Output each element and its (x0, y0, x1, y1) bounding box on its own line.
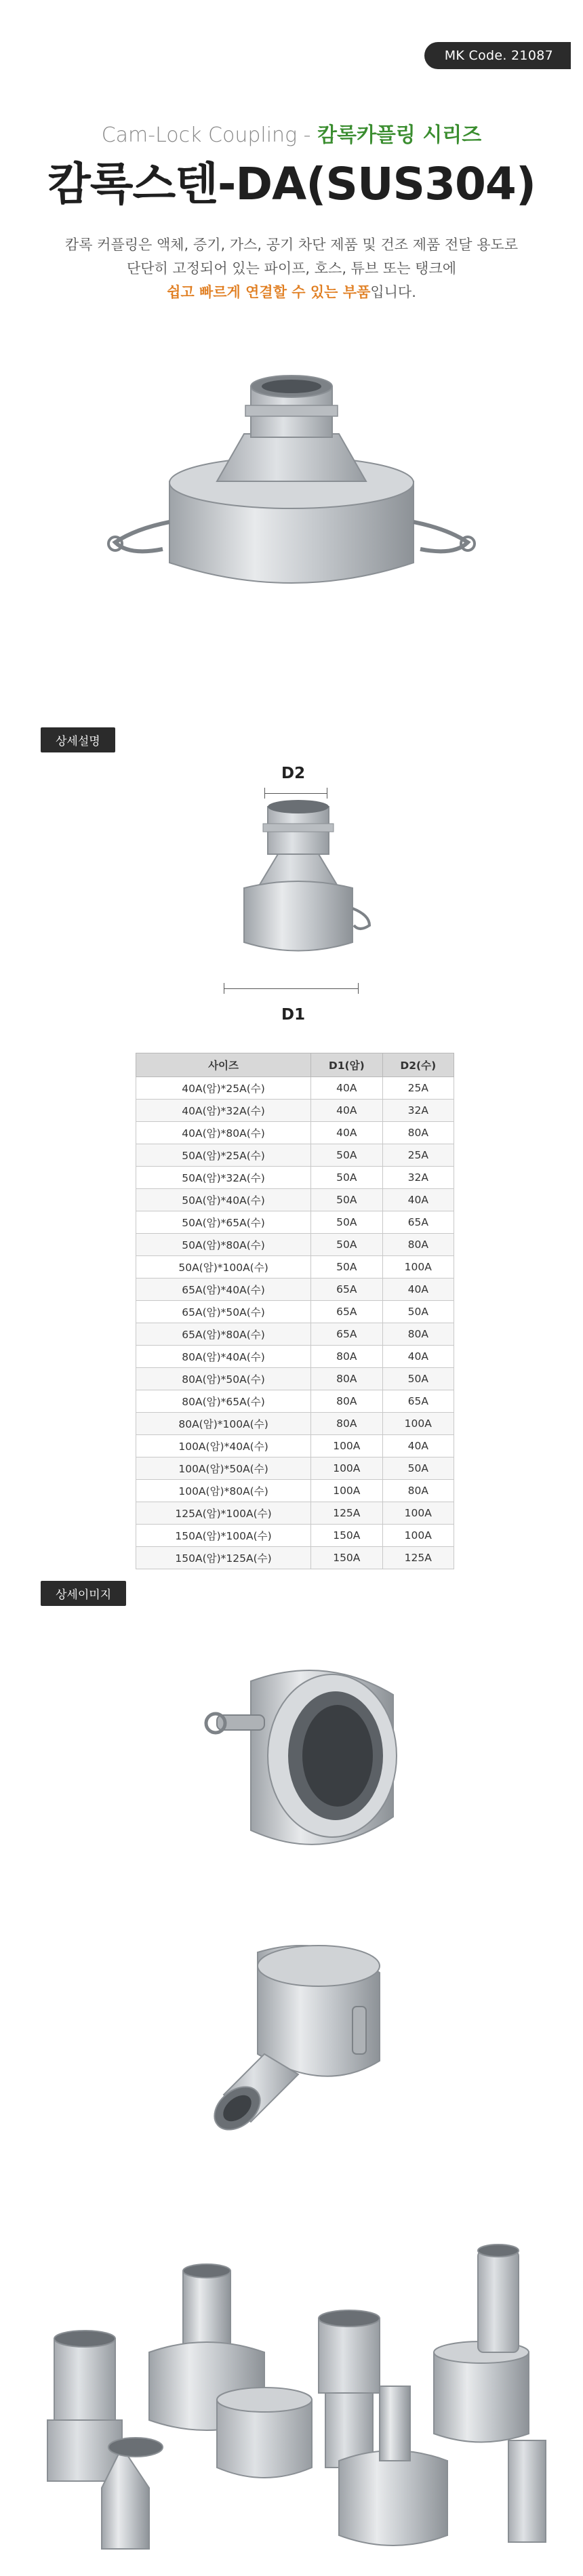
spec-header-d2: D2(수) (382, 1053, 454, 1077)
table-row (136, 1077, 454, 1100)
description-highlight: 쉽고 빠르게 연결할 수 있는 부품 (167, 284, 371, 300)
product-subtitle (0, 118, 583, 148)
table-row (136, 1323, 454, 1346)
spec-cell-d2: 50A (382, 1301, 454, 1323)
spec-cell-d1: 65A (311, 1301, 382, 1323)
table-row (136, 1100, 454, 1122)
spec-cell-d1: 80A (311, 1413, 382, 1435)
table-row (136, 1435, 454, 1457)
spec-cell-d2: 25A (382, 1077, 454, 1100)
spec-cell-d1: 50A (311, 1256, 382, 1279)
spec-cell-d1: 50A (311, 1167, 382, 1189)
spec-cell-size: 50A(암)*80A(수) (136, 1234, 311, 1256)
spec-cell-size: 50A(암)*32A(수) (136, 1167, 311, 1189)
spec-cell-size: 65A(암)*40A(수) (136, 1279, 311, 1301)
lineup-item-4 (217, 2388, 312, 2478)
product-description (41, 233, 542, 304)
table-row (136, 1189, 454, 1211)
spec-cell-size: 50A(암)*100A(수) (136, 1256, 311, 1279)
spec-table (136, 1053, 454, 1569)
spec-cell-d2: 125A (382, 1547, 454, 1569)
spec-cell-size: 65A(암)*50A(수) (136, 1301, 311, 1323)
detail-image-front (190, 1654, 414, 1871)
dimension-tick-d2-left (264, 788, 265, 799)
dimension-label-d2: D2 (281, 765, 306, 782)
table-row (136, 1256, 454, 1279)
table-row (136, 1234, 454, 1256)
subtitle-ko: 캄록카플링 시리즈 (317, 123, 482, 147)
spec-cell-size: 150A(암)*100A(수) (136, 1525, 311, 1547)
spec-cell-d1: 125A (311, 1502, 382, 1525)
spec-cell-size: 40A(암)*25A(수) (136, 1077, 311, 1100)
spec-cell-d1: 65A (311, 1279, 382, 1301)
lineup-item-7 (434, 2341, 529, 2442)
table-row (136, 1390, 454, 1413)
lineup-item-5 (319, 2310, 380, 2468)
spec-cell-d1: 150A (311, 1547, 382, 1569)
dimension-product-image (224, 800, 373, 969)
dimension-tick-d1-right (358, 983, 359, 994)
spec-cell-size: 80A(암)*100A(수) (136, 1413, 311, 1435)
spec-cell-size: 50A(암)*40A(수) (136, 1189, 311, 1211)
spec-cell-d2: 100A (382, 1256, 454, 1279)
table-row (136, 1413, 454, 1435)
spec-cell-d2: 40A (382, 1346, 454, 1368)
spec-cell-d2: 50A (382, 1368, 454, 1390)
description-line-2: 단단히 고정되어 있는 파이프, 호스, 튜브 또는 탱크에 (126, 260, 457, 277)
table-row (136, 1368, 454, 1390)
spec-cell-d2: 25A (382, 1144, 454, 1167)
spec-header-size: 사이즈 (136, 1053, 311, 1077)
spec-cell-d1: 65A (311, 1323, 382, 1346)
spec-cell-d2: 50A (382, 1457, 454, 1480)
spec-cell-d2: 40A (382, 1279, 454, 1301)
dimension-line-d1 (224, 988, 358, 989)
mk-code-badge: MK Code. 21087 (424, 42, 571, 69)
table-row (136, 1502, 454, 1525)
spec-cell-d2: 100A (382, 1502, 454, 1525)
spec-cell-size: 65A(암)*80A(수) (136, 1323, 311, 1346)
section-tag-detail-desc: 상세설명 (41, 727, 115, 752)
spec-cell-size: 80A(암)*65A(수) (136, 1390, 311, 1413)
product-title: 캄록스텐-DA(SUS304) (47, 158, 536, 210)
spec-cell-size: 100A(암)*50A(수) (136, 1457, 311, 1480)
spec-cell-size: 40A(암)*80A(수) (136, 1122, 311, 1144)
table-row (136, 1122, 454, 1144)
table-row (136, 1457, 454, 1480)
spec-cell-d1: 50A (311, 1189, 382, 1211)
spec-cell-d2: 100A (382, 1525, 454, 1547)
subtitle-en: Cam-Lock Coupling - (101, 123, 317, 147)
hero-product-image (88, 339, 495, 630)
spec-cell-size: 150A(암)*125A(수) (136, 1547, 311, 1569)
spec-cell-d2: 80A (382, 1480, 454, 1502)
spec-header-d1: D1(암) (311, 1053, 382, 1077)
spec-cell-d1: 40A (311, 1122, 382, 1144)
detail-image-angle (183, 1925, 407, 2149)
spec-cell-d2: 40A (382, 1435, 454, 1457)
spec-cell-size: 125A(암)*100A(수) (136, 1502, 311, 1525)
spec-cell-size: 100A(암)*80A(수) (136, 1480, 311, 1502)
spec-cell-d1: 50A (311, 1234, 382, 1256)
spec-table-header-row (136, 1053, 454, 1077)
spec-cell-d2: 65A (382, 1390, 454, 1413)
dimension-label-d1: D1 (281, 1006, 306, 1024)
table-row (136, 1167, 454, 1189)
spec-table-body (136, 1077, 454, 1569)
spec-cell-d1: 50A (311, 1144, 382, 1167)
lineup-item-1 (47, 2331, 122, 2481)
spec-cell-d2: 40A (382, 1189, 454, 1211)
spec-cell-size: 80A(암)*50A(수) (136, 1368, 311, 1390)
description-line-1: 캄록 커플링은 액체, 증기, 가스, 공기 차단 제품 및 건조 제품 전달 용도로 (64, 237, 519, 253)
spec-cell-d2: 100A (382, 1413, 454, 1435)
section-tag-detail-image: 상세이미지 (41, 1581, 126, 1606)
spec-cell-d2: 32A (382, 1100, 454, 1122)
spec-cell-size: 100A(암)*40A(수) (136, 1435, 311, 1457)
spec-cell-d1: 80A (311, 1368, 382, 1390)
dimension-line-d2 (264, 793, 327, 794)
table-row (136, 1525, 454, 1547)
spec-cell-size: 50A(암)*65A(수) (136, 1211, 311, 1234)
spec-cell-d2: 80A (382, 1234, 454, 1256)
description-line-3 (41, 281, 542, 304)
spec-cell-d2: 80A (382, 1323, 454, 1346)
spec-cell-d1: 100A (311, 1480, 382, 1502)
spec-cell-size: 40A(암)*32A(수) (136, 1100, 311, 1122)
spec-cell-d1: 40A (311, 1077, 382, 1100)
spec-cell-d2: 80A (382, 1122, 454, 1144)
product-lineup-image (27, 2237, 556, 2556)
table-row (136, 1346, 454, 1368)
spec-cell-d2: 65A (382, 1211, 454, 1234)
spec-cell-d1: 80A (311, 1346, 382, 1368)
spec-cell-d1: 100A (311, 1435, 382, 1457)
table-row (136, 1211, 454, 1234)
spec-cell-d1: 150A (311, 1525, 382, 1547)
spec-cell-d1: 50A (311, 1211, 382, 1234)
table-row (136, 1547, 454, 1569)
spec-cell-d1: 80A (311, 1390, 382, 1413)
spec-cell-d2: 32A (382, 1167, 454, 1189)
spec-cell-size: 50A(암)*25A(수) (136, 1144, 311, 1167)
table-row (136, 1144, 454, 1167)
description-suffix: 입니다. (370, 284, 416, 300)
spec-cell-d1: 40A (311, 1100, 382, 1122)
table-row (136, 1279, 454, 1301)
spec-cell-d1: 100A (311, 1457, 382, 1480)
table-row (136, 1480, 454, 1502)
spec-cell-size: 80A(암)*40A(수) (136, 1346, 311, 1368)
table-row (136, 1301, 454, 1323)
